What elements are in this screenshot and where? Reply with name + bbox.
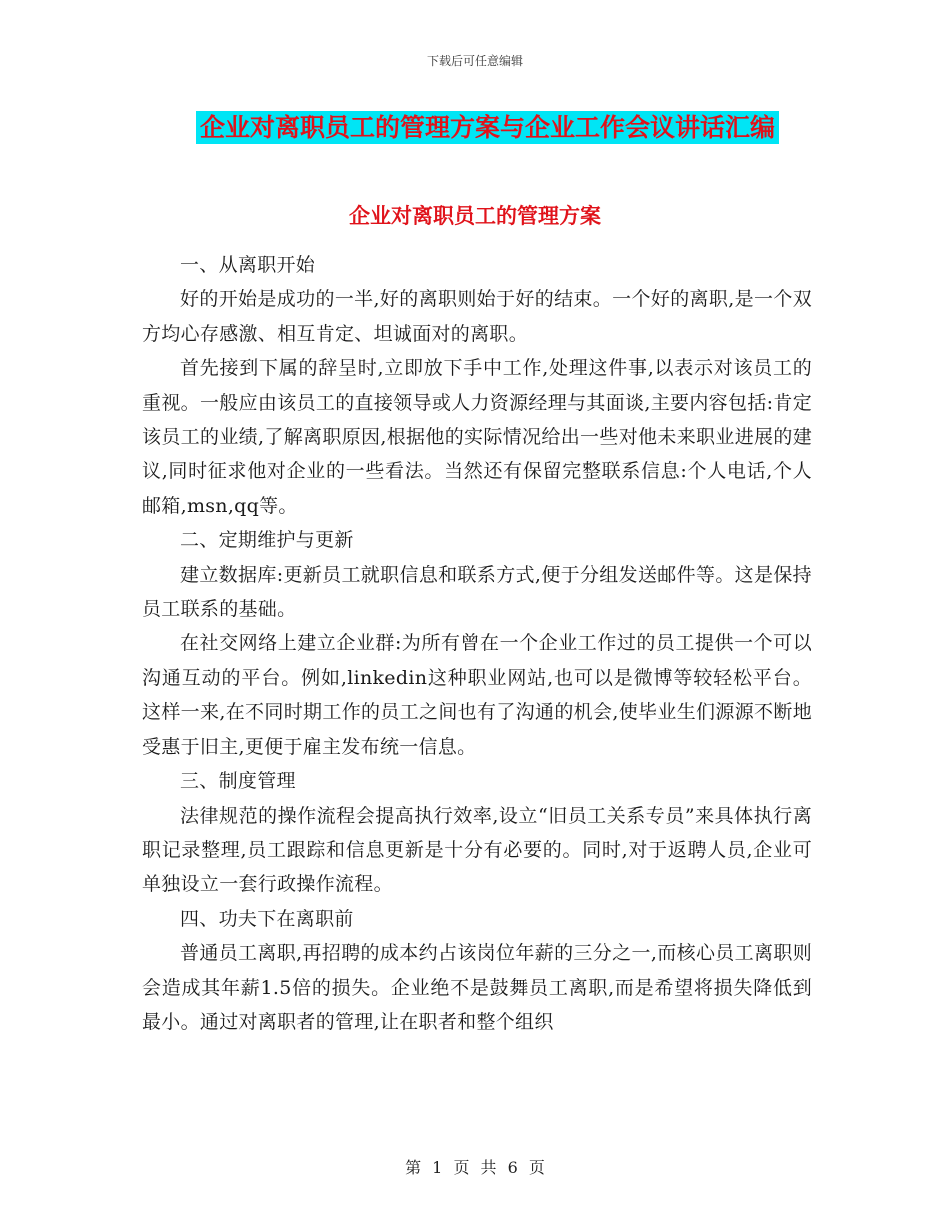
heading-1: 一、从离职开始: [180, 254, 316, 276]
document-body: [142, 248, 812, 1039]
paragraph: 普通员工离职,再招聘的成本约占该岗位年薪的三分之一,而核心员工离职则会造成其年薪1.5倍的损失。企业绝不是鼓舞员工离职,而是希望将损失降低到最小。通过对离职者的管理,让在职者和整个组织: [142, 942, 812, 1033]
heading-3: 三、制度管理: [180, 770, 296, 793]
paragraph: 好的开始是成功的一半,好的离职则始于好的结束。一个好的离职,是一个双方均心存感激、相互肯定、坦诚面对的离职。: [142, 288, 812, 345]
paragraph: 建立数据库:更新员工就职信息和联系方式,便于分组发送邮件等。这是保持员工联系的基础。: [142, 563, 812, 621]
section-title: 企业对离职员工的管理方案: [349, 204, 601, 228]
paragraph: 首先接到下属的辞呈时,立即放下手中工作,处理这件事,以表示对该员工的重视。一般应由该员工的直接领导或人力资源经理与其面谈,主要内容包括:肯定该员工的业绩,了解离职原因,根据他的实际情况给出一些对他未来职业进展的建议,同时征求他对企业的一些看法。当然还有保留完整联系信息:个人电话,个人邮箱,msn,qq等。: [142, 357, 812, 517]
paragraph: 在社交网络上建立企业群:为所有曾在一个企业工作过的员工提供一个可以沟通互动的平台。例如,linkedin这种职业网站,也可以是微博等较轻松平台。这样一来,在不同时期工作的员工之间也有了沟通的机会,使毕业生们源源不断地受惠于旧主,更便于雇主发布统一信息。: [142, 632, 812, 758]
heading-2: 二、定期维护与更新: [180, 529, 354, 552]
document-title: [190, 108, 785, 148]
page-number: 第 1 页 共 6 页: [405, 1158, 545, 1177]
document-title-text: 企业对离职员工的管理方案与企业工作会议讲话汇编: [196, 111, 779, 144]
paragraph: 法律规范的操作流程会提高执行效率,设立“旧员工关系专员”来具体执行离职记录整理,员工跟踪和信息更新是十分有必要的。同时,对于返聘人员,企业可单独设立一套行政操作流程。: [142, 804, 812, 896]
heading-4: 四、功夫下在离职前: [180, 907, 354, 930]
page-header-note: 下载后可任意编辑: [426, 54, 523, 68]
